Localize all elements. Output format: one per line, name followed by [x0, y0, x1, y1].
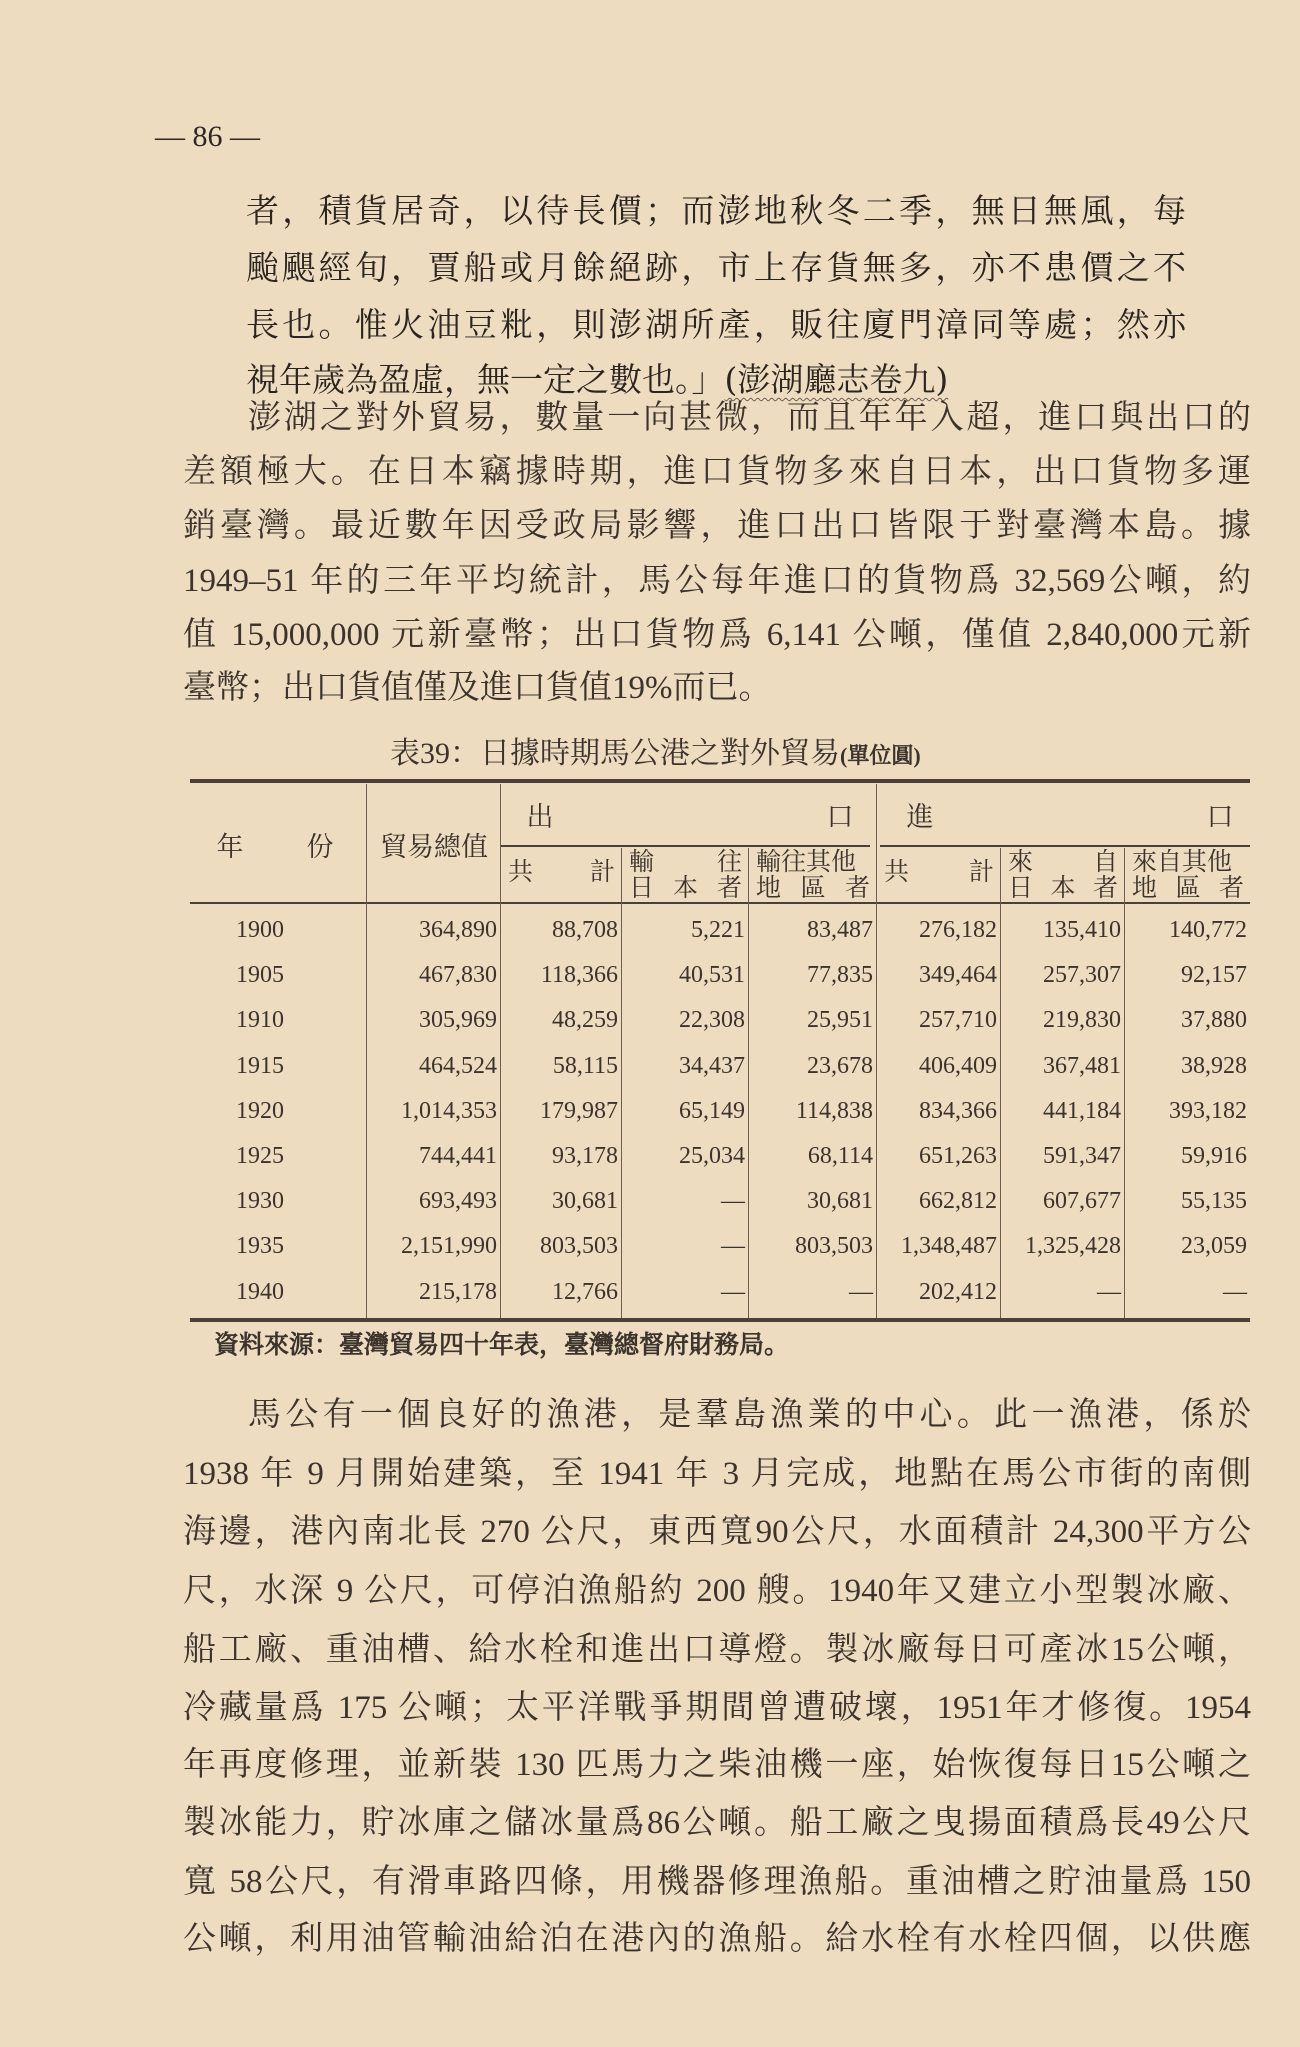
table-cell: 12,766: [552, 1278, 618, 1305]
paragraph-line: 公噸，利用油管輸油給泊在港內的漁船。給水栓有水栓四個，以供應: [183, 1921, 1251, 1957]
table-cell: 651,263: [919, 1143, 997, 1169]
paragraph-line: 1938 年 9 月開始建築，至 1941 年 3 月完成，地點在馬公市街的南側: [183, 1456, 1251, 1492]
table-cell: 30,681: [807, 1188, 873, 1215]
paragraph-line: 船工廠、重油槽、給水栓和進出口導燈。製冰廠每日可產冰15公噸，: [183, 1632, 1251, 1668]
table-cell: 464,524: [419, 1052, 497, 1079]
export-subrule: [500, 845, 870, 847]
table-cell: —: [721, 1233, 745, 1260]
table-cell: 48,259: [552, 1007, 618, 1034]
table-cell: —: [1223, 1278, 1247, 1305]
paragraph-line: 海邊，港內南北長 270 公尺，東西寬90公尺，水面積計 24,300平方公: [183, 1514, 1251, 1550]
subheader-text: 者: [844, 875, 870, 902]
quote-line: 颱颶經旬，賈船或月餘絕跡，市上存貨無多，亦不患價之不: [246, 248, 1186, 287]
table-cell: 77,835: [807, 962, 873, 989]
table-cell-year: 1920: [236, 1097, 284, 1124]
paragraph-line: 馬公有一個良好的漁港，是羣島漁業的中心。此一漁港，係於: [248, 1397, 1251, 1433]
paragraph-line: 值 15,000,000 元新臺幣；出口貨物爲 6,141 公噸，僅值 2,840,000元新: [183, 617, 1251, 653]
table-cell-year: 1935: [236, 1233, 284, 1260]
header-import-1: 進: [906, 802, 934, 832]
subheader-line: [1132, 876, 1244, 902]
subheader-text: 來: [1008, 849, 1034, 876]
table-cell: 34,437: [679, 1052, 745, 1079]
subheader-line: [884, 860, 994, 886]
paragraph-line: 冷藏量爲 175 公噸；太平洋戰爭期間曾遭破壞，1951年才修復。1954: [183, 1690, 1251, 1726]
table-cell: 92,157: [1181, 962, 1247, 989]
subheader-text: 區: [1175, 875, 1201, 902]
subheader-text: 日: [629, 875, 655, 902]
table-cell: 38,928: [1181, 1052, 1247, 1079]
quote-line: 者，積貨居奇，以待長價；而澎地秋冬二季，無日無風，每: [246, 191, 1186, 230]
table-cell-year: 1915: [236, 1052, 284, 1079]
table-cell: 662,812: [919, 1188, 997, 1215]
table-cell: 58,115: [552, 1052, 618, 1079]
subheader-text: 共: [508, 859, 534, 886]
paragraph-line: 差額極大。在日本竊據時期，進口貨物多來自日本，出口貨物多運: [183, 454, 1251, 490]
quote-line: 長也。惟火油豆粃，則澎湖所產，販往廈門漳同等處；然亦: [246, 305, 1186, 344]
header-year-1: 年: [216, 832, 244, 862]
table-cell: 803,503: [795, 1233, 873, 1260]
table-cell: 364,890: [419, 917, 497, 943]
paragraph-line: 寬 58公尺，有滑車路四條，用機器修理漁船。重油槽之貯油量爲 150: [183, 1864, 1251, 1900]
table-cell: 349,464: [919, 962, 997, 989]
quote-citation: (澎湖廳志卷九): [724, 360, 949, 399]
subheader-line: [629, 850, 742, 876]
subheader-line: [1132, 850, 1244, 876]
page-number: — 86 —: [155, 120, 260, 153]
subheader-text: 者: [716, 875, 742, 902]
subheader-6: [1132, 850, 1244, 902]
table-cell: 2,151,990: [401, 1233, 497, 1260]
table-cell: 257,710: [919, 1007, 997, 1034]
subheader-line: [629, 876, 742, 902]
table-cell: 179,987: [540, 1097, 618, 1124]
subheader-text: 日: [1008, 875, 1034, 902]
table-cell: 68,114: [807, 1143, 873, 1169]
table-cell: 367,481: [1043, 1052, 1121, 1079]
paragraph-line: 1949–51 年的三年平均統計，馬公每年進口的貨物爲 32,569公噸，約: [183, 563, 1251, 599]
table-cell: 118,366: [540, 962, 618, 989]
table-cell: 834,366: [919, 1097, 997, 1124]
table-unit: (單位圓): [840, 743, 921, 768]
table-source: 資料來源：臺灣貿易四十年表，臺灣總督府財務局。: [214, 1330, 790, 1359]
table-cell: 23,059: [1181, 1233, 1247, 1260]
table-cell: 1,325,428: [1025, 1233, 1121, 1260]
paragraph-line: 年再度修理，並新裝 130 匹馬力之柴油機一座，始恢復每日15公噸之: [183, 1747, 1251, 1783]
table-cell-year: 1905: [236, 962, 284, 989]
table-cell: 25,034: [679, 1143, 745, 1169]
header-year-2: 份: [306, 832, 334, 862]
paragraph-line: 澎湖之對外貿易，數量一向甚微，而且年年入超，進口與出口的: [248, 400, 1251, 436]
subheader-text: 者: [1092, 875, 1118, 902]
table-cell: 1,014,353: [401, 1097, 497, 1124]
table-cell-year: 1930: [236, 1188, 284, 1215]
table-cell: —: [721, 1278, 745, 1305]
table-cell: 37,880: [1181, 1007, 1247, 1034]
subheader-text: 地: [756, 875, 782, 902]
table-cell: 305,969: [419, 1007, 497, 1034]
table-cell-year: 1925: [236, 1143, 284, 1169]
subheader-text: 自: [1092, 849, 1118, 876]
header-total: 貿易總值: [380, 832, 488, 862]
subheader-line: [756, 876, 870, 902]
table-cell: —: [1097, 1278, 1121, 1305]
table-bottom-rule: [190, 1318, 1250, 1322]
header-export-1: 出: [526, 802, 554, 832]
table-cell: 93,178: [552, 1143, 618, 1169]
table-cell: 55,135: [1181, 1188, 1247, 1215]
subheader-text: 區: [800, 875, 826, 902]
subheader-text: 來自其他: [1132, 849, 1233, 876]
table-cell: 591,347: [1043, 1143, 1121, 1169]
table-cell: 744,441: [419, 1143, 497, 1169]
subheader-text: 計: [589, 859, 615, 886]
table-cell: 803,503: [540, 1233, 618, 1260]
subheader-text: 共: [884, 859, 910, 886]
subheader-3: [756, 850, 870, 902]
table-cell: 114,838: [795, 1097, 873, 1124]
subheader-4: [884, 860, 994, 886]
table-cell: 88,708: [552, 917, 618, 943]
table-cell-year: 1900: [236, 917, 284, 943]
table-cell: 23,678: [807, 1052, 873, 1079]
table-cell: 1,348,487: [901, 1233, 997, 1260]
subheader-text: 地: [1132, 875, 1158, 902]
paragraph-line: 銷臺灣。最近數年因受政局影響，進口出口皆限于對臺灣本島。據: [183, 508, 1251, 544]
table-cell: 257,307: [1043, 962, 1121, 989]
table-cell: 393,182: [1169, 1097, 1247, 1124]
table-cell: 83,487: [807, 917, 873, 943]
table-top-rule: [190, 779, 1250, 783]
header-bottom-rule: [190, 902, 1250, 904]
table-cell: 135,410: [1043, 917, 1121, 943]
table-cell: 215,178: [419, 1278, 497, 1305]
table-cell: 467,830: [419, 962, 497, 989]
table-cell-year: 1940: [236, 1278, 284, 1305]
table-caption: [390, 728, 921, 772]
table-cell: —: [721, 1188, 745, 1215]
quote-text: 視年歲為盈虛，無一定之數也。」: [246, 360, 725, 399]
table-cell: 693,493: [419, 1188, 497, 1215]
subheader-text: 者: [1218, 875, 1244, 902]
table-cell: 59,916: [1181, 1143, 1247, 1169]
subheader-text: 輸往其他: [756, 849, 857, 876]
table-cell: 30,681: [552, 1188, 618, 1215]
table-cell: 202,412: [919, 1278, 997, 1305]
header-import-2: 口: [1206, 802, 1234, 832]
table-cell: —: [849, 1278, 873, 1305]
table-cell: 607,677: [1043, 1188, 1121, 1215]
subheader-line: [1008, 850, 1118, 876]
import-subrule: [880, 845, 1250, 847]
table-cell: 406,409: [919, 1052, 997, 1079]
subheader-text: 本: [672, 875, 698, 902]
table-cell: 40,531: [679, 962, 745, 989]
paragraph-line: 臺幣；出口貨值僅及進口貨值19%而已。: [183, 670, 772, 706]
table-cell: 25,951: [807, 1007, 873, 1034]
table-title: 表39：日據時期馬公港之對外貿易: [390, 737, 840, 770]
paragraph-line: 製冰能力，貯冰庫之儲冰量爲86公噸。船工廠之曳揚面積爲長49公尺: [183, 1805, 1251, 1841]
subheader-text: 往: [716, 849, 742, 876]
table-cell-year: 1910: [236, 1007, 284, 1034]
subheader-text: 輸: [629, 849, 655, 876]
subheader-text: 本: [1050, 875, 1076, 902]
subheader-5: [1008, 850, 1118, 902]
subheader-line: [1008, 876, 1118, 902]
subheader-1: [508, 860, 615, 886]
table-cell: 276,182: [919, 917, 997, 943]
table-cell: 140,772: [1169, 917, 1247, 943]
table-cell: 65,149: [679, 1097, 745, 1124]
paragraph-line: 尺，水深 9 公尺，可停泊漁船約 200 艘。1940年又建立小型製冰廠、: [183, 1573, 1251, 1609]
subheader-2: [629, 850, 742, 902]
table-cell: 441,184: [1043, 1097, 1121, 1124]
subheader-line: [508, 860, 615, 886]
subheader-text: 計: [968, 859, 994, 886]
table-cell: 5,221: [691, 917, 745, 943]
header-export-2: 口: [826, 802, 854, 832]
table-cell: 22,308: [679, 1007, 745, 1034]
table-cell: 219,830: [1043, 1007, 1121, 1034]
subheader-line: [756, 850, 870, 876]
